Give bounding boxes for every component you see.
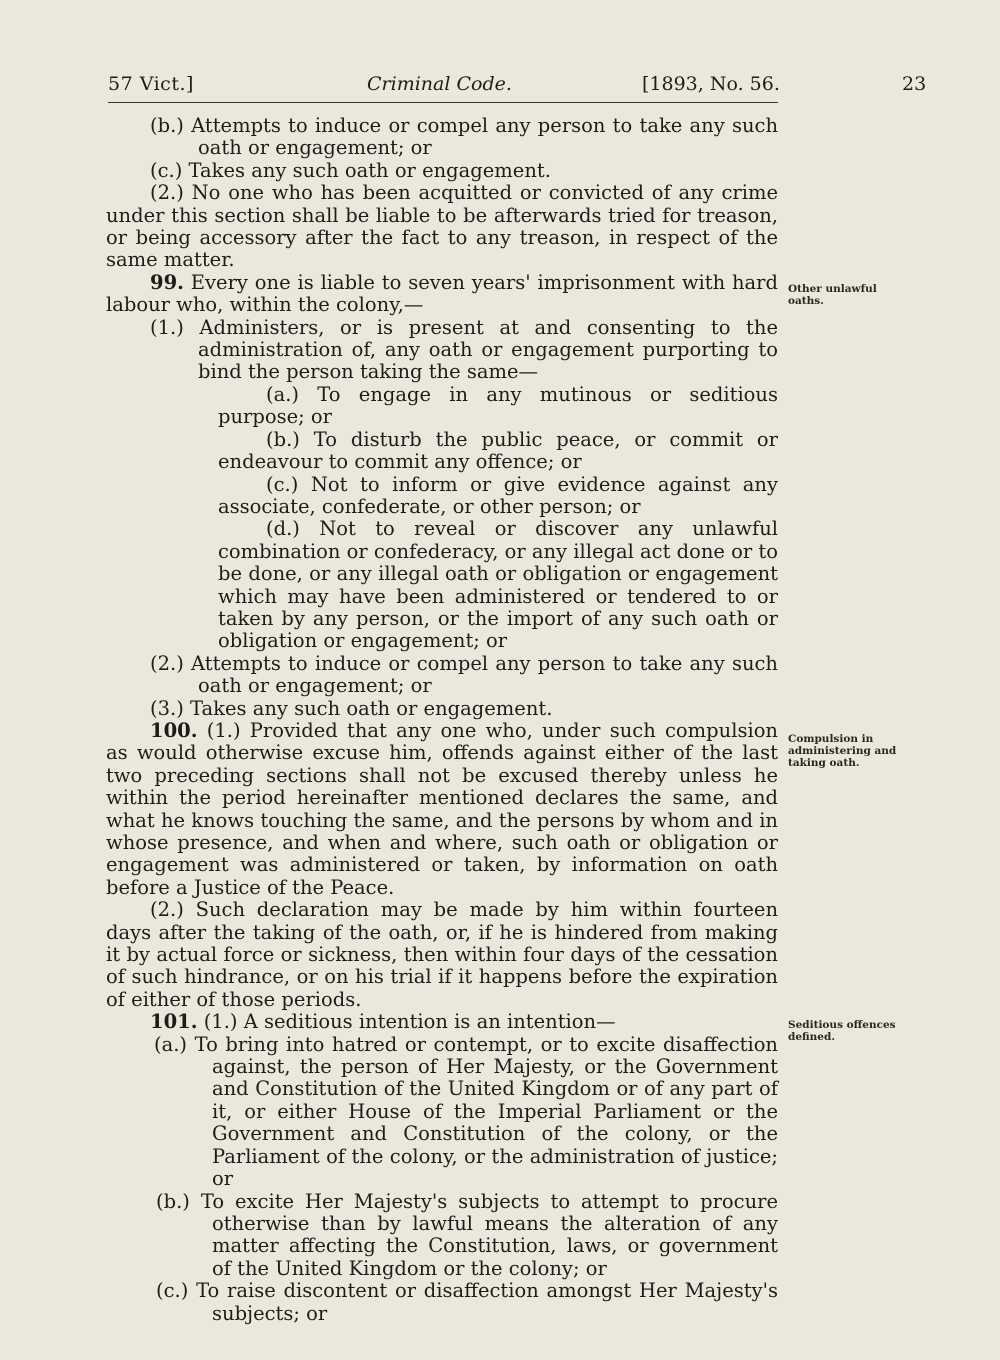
paragraph xyxy=(106,1034,778,1191)
paragraph-text: (c.) Not to inform or give evidence against any associate, confederate, or other person; or xyxy=(218,472,778,518)
paragraph xyxy=(106,272,778,317)
paragraph xyxy=(106,1011,778,1033)
paragraph xyxy=(106,653,778,698)
paragraph-text: (c.) To raise discontent or disaffection amongst Her Majesty's subjects; or xyxy=(156,1279,778,1325)
section-number: 100. xyxy=(150,718,198,742)
section-number: 101. xyxy=(150,1010,198,1034)
paragraph xyxy=(106,160,778,182)
header-act-number: [1893, No. 56. xyxy=(642,73,780,95)
paragraph-text: (d.) Not to reveal or discover any unlawful combination or confederacy, or any illegal act done or to be done, or any illegal oath or obligation or engagement which may have been administered or tendered to or taken by any person, or the import of any such oath or obligation or engagement; or xyxy=(218,517,778,653)
paragraph-text: (2.) Attempts to induce or compel any person to take any such oath or engagement; or xyxy=(150,651,778,698)
header-rule xyxy=(108,102,778,103)
margin-note-compulsion: Compulsion in administering and taking oath. xyxy=(788,733,897,769)
body-text xyxy=(106,115,778,1325)
header-title: Criminal Code. xyxy=(367,73,512,95)
paragraph-text: (1.) A seditious intention is an intention— xyxy=(197,1010,616,1034)
paragraph-text: (1.) Administers, or is present at and consenting to the administration of, any oath or engagement purporting to bind the person taking the same— xyxy=(150,315,778,384)
page-number: 23 xyxy=(902,73,927,95)
paragraph-text: (1.) Provided that any one who, under such compulsion as would otherwise excuse him, offends against either of the last two preceding sections shall not be excused thereby unless he within the period hereinafter mentioned declares the same, and what he knows touching the same, and the persons by whom and in whose presence, and when and where, such oath or obligation or engagement was administered or taken, by information on oath before a Justice of the Peace. xyxy=(106,718,778,899)
paragraph xyxy=(106,182,778,272)
margin-note-seditious-offences: Seditious offences defined. xyxy=(788,1019,896,1043)
paragraph-text: (b.) Attempts to induce or compel any person to take any such oath or engagement; or xyxy=(150,114,778,160)
paragraph-text: (2.) Such declaration may be made by him within fourteen days after the taking of the oath, or, if he is hindered from making it by actual force or sickness, then within four days of the cessation of such hindrance, or on his trial if it happens before the expiration of either of those periods. xyxy=(106,898,778,1011)
paragraph-text: Every one is liable to seven years' imprisonment with hard labour who, within the colony,— xyxy=(106,270,778,317)
paragraph xyxy=(106,518,778,652)
paragraph xyxy=(106,384,778,429)
paragraph-text: (3.) Takes any such oath or engagement. xyxy=(150,696,553,720)
paragraph xyxy=(106,720,778,899)
paragraph xyxy=(106,317,778,384)
paragraph-text: (a.) To bring into hatred or contempt, or to excite disaffection against, the person of Her Majesty, or the Government and Constitution of the United Kingdom or of any part of it, or either House of the Imperial Parliament or the Government and Constitution of the colony, or the Parliament of the colony, or the administration of justice; or xyxy=(154,1032,778,1191)
paragraph xyxy=(106,429,778,474)
paragraph xyxy=(106,1191,778,1281)
paragraph-text: (c.) Takes any such oath or engagement. xyxy=(150,158,551,182)
paragraph xyxy=(106,115,778,160)
header-regnal-year: 57 Vict.] xyxy=(108,73,194,95)
paragraph-text: (a.) To engage in any mutinous or seditious purpose; or xyxy=(218,382,778,429)
paragraph xyxy=(106,899,778,1011)
paragraph-text: (b.) To excite Her Majesty's subjects to attempt to procure otherwise than by lawful means the alteration of any matter affecting the Constitution, laws, or government of the United Kingdom or the colony; or xyxy=(156,1189,778,1280)
margin-note-other-unlawful-oaths: Other unlawful oaths. xyxy=(788,283,877,307)
paragraph-text: (2.) No one who has been acquitted or convicted of any crime under this section shall be liable to be afterwards tried for treason, or being accessory after the fact to any treason, in respect of the same matter. xyxy=(106,181,778,272)
paragraph xyxy=(106,1280,778,1325)
paragraph xyxy=(106,474,778,519)
paragraph-text: (b.) To disturb the public peace, or commit or endeavour to commit any offence; or xyxy=(218,427,778,474)
section-number: 99. xyxy=(150,270,184,294)
paragraph xyxy=(106,698,778,720)
